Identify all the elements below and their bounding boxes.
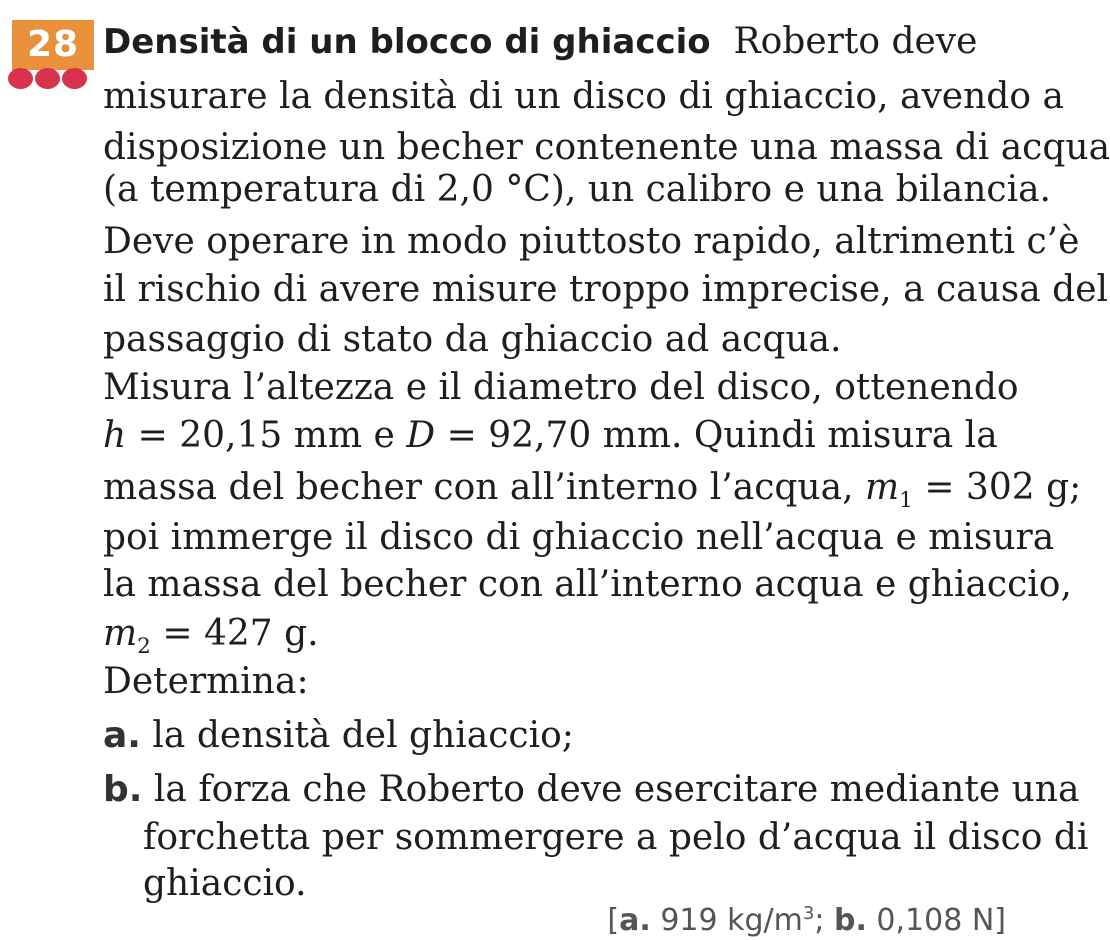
m1-sub: 1 xyxy=(899,488,913,514)
m2-symbol: m xyxy=(103,613,138,654)
h-value: 20,15 mm xyxy=(179,415,363,456)
answer-b-value: 0,108 N xyxy=(876,903,995,938)
difficulty-dots xyxy=(8,68,87,90)
part-b-text: ghiaccio. xyxy=(143,863,307,904)
difficulty-dot xyxy=(35,68,60,89)
measurement-line-h-d: h = 20,15 mm e D = 92,70 mm. Quindi misura la xyxy=(103,415,998,456)
answer-a-label: a. xyxy=(619,903,651,938)
measurement-line-m2: $m_2 = 427$ g. xyxy=(103,613,319,660)
part-a xyxy=(103,714,574,758)
difficulty-dot xyxy=(62,68,87,89)
h-symbol: h xyxy=(103,415,127,456)
part-b-text: la forza che Roberto deve esercitare mediante una xyxy=(153,769,1080,810)
conjunction: e xyxy=(373,415,395,456)
answer-a-value: 919 kg/m xyxy=(660,903,803,938)
d-value: 92,70 mm xyxy=(488,415,671,456)
determina-label: Determina: xyxy=(103,661,309,702)
title-line xyxy=(103,20,977,64)
exercise-title: Densità di un blocco di ghiaccio xyxy=(103,22,711,62)
m1-before: massa del becher con all’interno l’acqua, xyxy=(103,467,854,508)
intro-line: disposizione un becher contenente una massa di acqua xyxy=(103,127,1110,168)
answer-close: ] xyxy=(994,903,1006,938)
answer-b-label: b. xyxy=(833,903,867,938)
answer-sep: ; xyxy=(814,903,825,938)
body-line: la massa del becher con all’interno acqua e ghiaccio, xyxy=(103,564,1072,605)
intro-line: Roberto deve xyxy=(733,21,978,62)
m2-value: 427 g. xyxy=(203,613,319,654)
body-line: poi immerge il disco di ghiaccio nell’acqua e misura xyxy=(103,517,1055,558)
part-b-text: forchetta per sommergere a pelo d’acqua il disco di xyxy=(143,817,1089,858)
answer-open: [ xyxy=(607,903,620,938)
answer-a-exp: 3 xyxy=(802,903,815,924)
part-a-text: la densità del ghiaccio; xyxy=(152,715,574,756)
exercise-number-badge: 28 xyxy=(12,20,94,70)
intro-line: il rischio di avere misure troppo imprecise, a causa del xyxy=(103,269,1109,310)
intro-line: passaggio di stato da ghiaccio ad acqua. xyxy=(103,319,842,360)
intro-line: (a temperatura di 2,0 °C), un calibro e una bilancia. xyxy=(103,169,1051,210)
part-a-label: a. xyxy=(103,715,141,756)
intro-line: Deve operare in modo piuttosto rapido, altrimenti c’è xyxy=(103,221,1080,262)
m2-sub: 2 xyxy=(137,634,151,660)
m1-value: 302 g; xyxy=(965,467,1082,508)
difficulty-dot xyxy=(8,68,33,89)
measurement-line-m1: massa del becher con all’interno l’acqua, $m_1 = 302$ g; xyxy=(103,467,1082,514)
d-after: . Quindi misura la xyxy=(670,415,998,456)
intro-line: Misura l’altezza e il diametro del disco, ottenendo xyxy=(103,367,1019,408)
intro-line: misurare la densità di un disco di ghiaccio, avendo a xyxy=(103,76,1064,117)
d-symbol: D xyxy=(406,415,436,456)
answer-key xyxy=(607,895,1006,940)
part-b xyxy=(103,768,1079,812)
m1-symbol: m xyxy=(864,467,900,508)
part-b-label: b. xyxy=(103,769,143,810)
